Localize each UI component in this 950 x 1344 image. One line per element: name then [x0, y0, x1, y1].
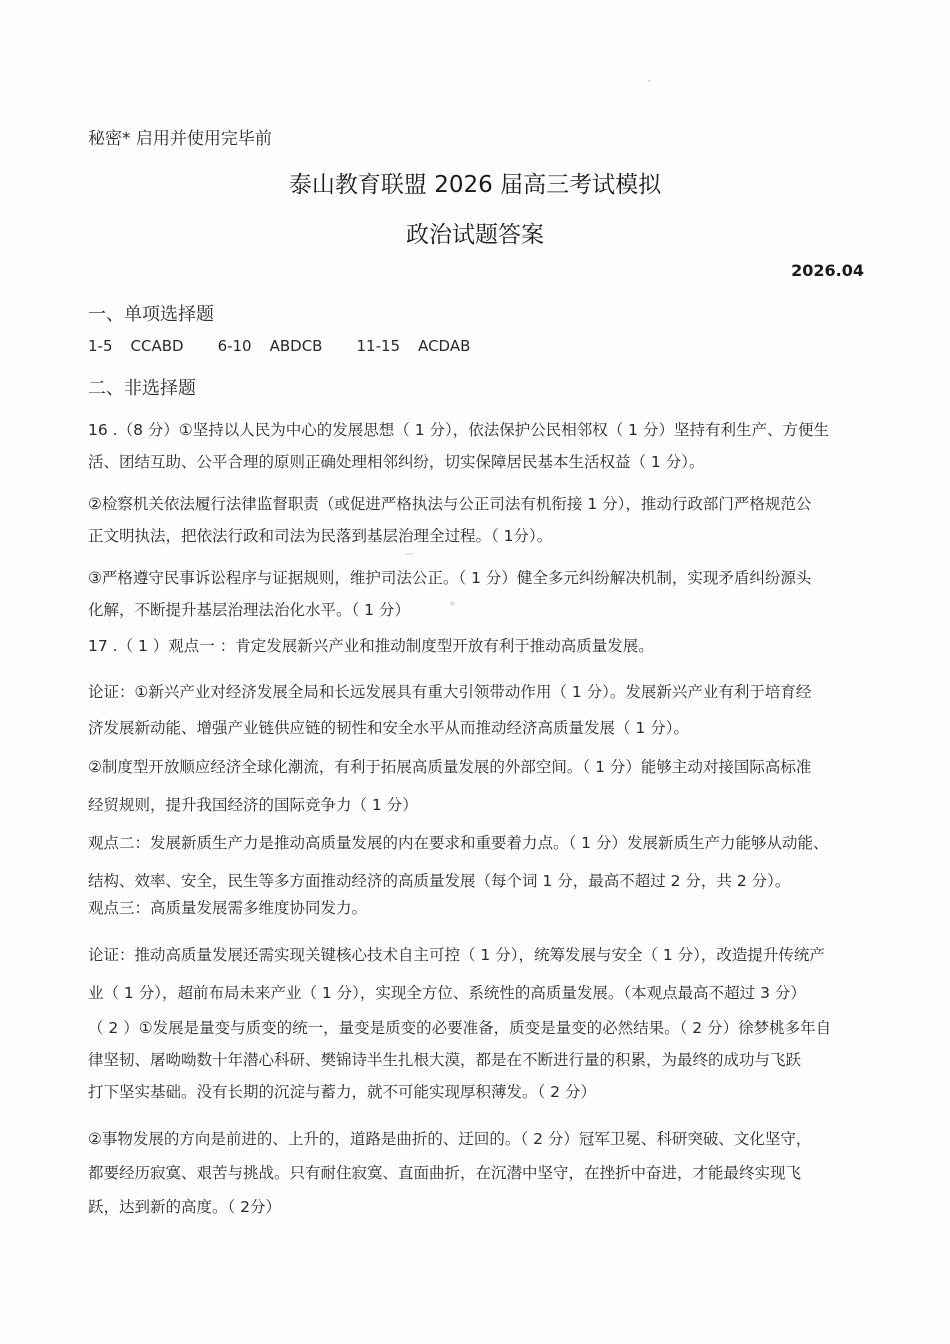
q17-viewpoint-3 [88, 896, 864, 920]
text-line: 结构、效率、安全，民生等多方面推动经济的高质量发展（每个词 1 分，最高不超过 2 分，共 2 分）。 [88, 872, 791, 890]
text-line: 经贸规则，提升我国经济的国际竞争力（ 1 分） [88, 796, 418, 814]
scan-speck [450, 601, 455, 606]
text-line: 论证：推动高质量发展还需实现关键核心技术自主可控（ 1 分），统筹发展与安全（ 1 分），改造提升传统产 [88, 946, 825, 964]
answer-range: 11-15 [356, 337, 401, 355]
text-line: 观点二：发展新质生产力是推动高质量发展的内在要求和重要着力点。（ 1 分）发展新质生产力能够从动能、 [88, 834, 829, 852]
exam-date: 2026.04 [791, 261, 864, 280]
exam-subtitle: 政治试题答案 [406, 222, 544, 248]
q17-part-2-point-1 [88, 1012, 864, 1108]
section-heading-open-questions: 二、非选择题 [88, 378, 196, 399]
text-line: 观点三：高质量发展需多维度协同发力。 [88, 899, 368, 917]
text-line: 17 .（ 1 ）观点一 ：肯定发展新兴产业和推动制度型开放有利于推动高质量发展。 [88, 637, 654, 655]
text-line: ②事物发展的方向是前进的、上升的，道路是曲折的、迂回的。（ 2 分）冠军卫冕、科研突破、文化坚守， [88, 1130, 812, 1148]
answer-key: CCABD [130, 337, 184, 355]
text-line: 论证：①新兴产业对经济发展全局和长远发展具有重大引领带动作用（ 1 分）。发展新兴产业有利于培育经 [88, 683, 812, 701]
answer-key: ACDAB [418, 337, 471, 355]
text-line: ③严格遵守民事诉讼程序与证据规则，维护司法公正。（ 1 分）健全多元纠纷解决机制，实现矛盾纠纷源头 [88, 569, 812, 587]
q17-argument-3 [88, 936, 864, 1012]
text-line: 打下坚实基础。没有长期的沉淀与蓄力，就不可能实现厚积薄发。（ 2 分） [88, 1083, 596, 1101]
section-heading-multiple-choice: 一、单项选择题 [88, 304, 214, 325]
confidential-label: 秘密* 启用并使用完毕前 [88, 129, 272, 149]
text-line: ②检察机关依法履行法律监督职责（或促进严格执法与公正司法有机衔接 1 分），推动行政部门严格规范公 [88, 495, 812, 513]
q17-argument-2 [88, 748, 864, 824]
q17-intro [88, 634, 864, 658]
q16-point-2 [88, 488, 864, 552]
q17-argument-1 [88, 674, 864, 746]
text-line: 业（ 1 分），超前布局未来产业（ 1 分），实现全方位、系统性的高质量发展。（本观点最高不超过 3 分） [88, 984, 806, 1002]
text-line: 济发展新动能、增强产业链供应链的韧性和安全水平从而推动经济高质量发展（ 1 分）。 [88, 719, 689, 737]
text-line: 正文明执法，把依法行政和司法为民落到基层治理全过程。（ 1分）。 [88, 527, 553, 545]
q16-point-3 [88, 562, 864, 626]
text-line: 跃，达到新的高度。（ 2分） [88, 1198, 282, 1216]
text-line: （ 2 ）①发展是量变与质变的统一，量变是质变的必要准备，质变是量变的必然结果。（ 2 分）徐梦桃多年自 [88, 1019, 832, 1037]
exam-title: 泰山教育联盟 2026 届高三考试模拟 [288, 172, 662, 198]
answer-key: ABDCB [269, 337, 323, 355]
text-line: 活、团结互助、公平合理的原则正确处理相邻纠纷，切实保障居民基本生活权益（ 1 分）。 [88, 453, 705, 471]
multiple-choice-answers [88, 337, 504, 355]
scan-speck [405, 553, 413, 555]
text-line: 16 .（8 分）①坚持以人民为中心的发展思想（ 1 分），依法保护公民相邻权（ 1 分）坚持有利生产、方便生 [88, 421, 829, 439]
q16-point-1 [88, 414, 864, 478]
scan-speck [648, 80, 650, 82]
text-line: 都要经历寂寞、艰苦与挑战。只有耐住寂寞、直面曲折，在沉潜中坚守，在挫折中奋进，才能最终实现飞 [88, 1164, 802, 1182]
answer-range: 6-10 [217, 337, 252, 355]
q17-part-2-point-2 [88, 1122, 864, 1224]
q17-viewpoint-2 [88, 824, 864, 900]
text-line: ②制度型开放顺应经济全球化潮流，有利于拓展高质量发展的外部空间。（ 1 分）能够主动对接国际高标准 [88, 758, 812, 776]
text-line: 化解，不断提升基层治理法治化水平。（ 1 分） [88, 601, 410, 619]
answer-range: 1-5 [88, 337, 113, 355]
text-line: 律坚韧、屠呦呦数十年潜心科研、樊锦诗半生扎根大漠，都是在不断进行量的积累，为最终的成功与飞跃 [88, 1051, 802, 1069]
